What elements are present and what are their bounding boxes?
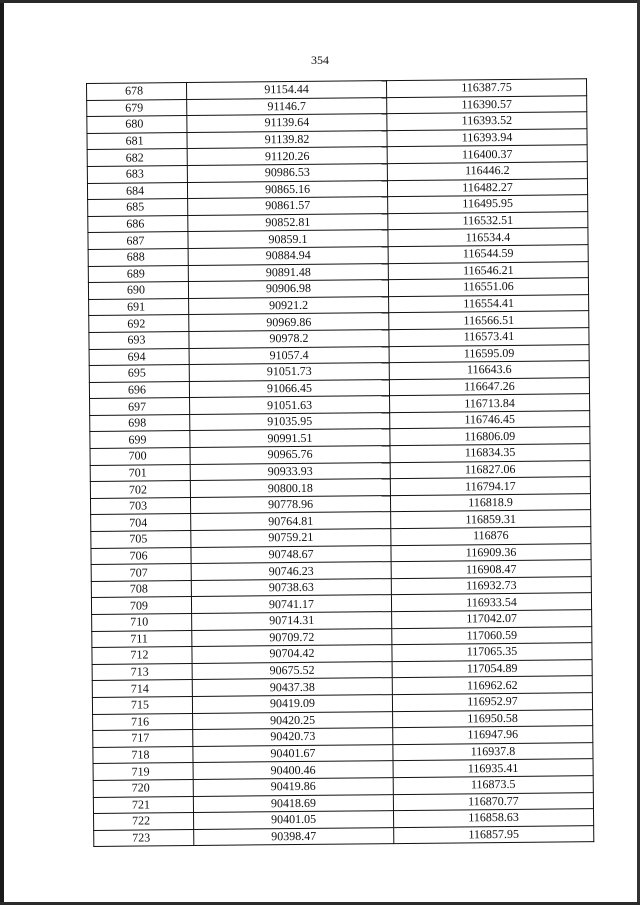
table-body bbox=[87, 79, 594, 847]
row-index-cell: 723 bbox=[94, 829, 194, 847]
row-index-cell: 717 bbox=[93, 730, 193, 748]
coordinate-table-container bbox=[86, 78, 593, 847]
row-index-cell: 682 bbox=[87, 149, 187, 167]
x-value-cell: 90419.86 bbox=[193, 778, 393, 797]
x-value-cell: 90759.21 bbox=[191, 529, 391, 548]
x-value-cell: 90978.2 bbox=[189, 330, 389, 349]
y-value-cell: 116876 bbox=[391, 527, 591, 546]
x-value-cell: 90906.98 bbox=[188, 280, 388, 299]
y-value-cell: 116495.95 bbox=[388, 195, 588, 214]
y-value-cell: 116446.2 bbox=[387, 162, 587, 181]
row-index-cell: 695 bbox=[89, 365, 189, 383]
y-value-cell: 116962.62 bbox=[392, 676, 592, 695]
coordinate-table bbox=[86, 78, 594, 847]
y-value-cell: 116713.84 bbox=[390, 394, 590, 413]
y-value-cell: 116908.47 bbox=[391, 560, 591, 579]
row-index-cell: 692 bbox=[89, 315, 189, 333]
y-value-cell: 117054.89 bbox=[392, 659, 592, 678]
x-value-cell: 90420.25 bbox=[193, 711, 393, 730]
row-index-cell: 700 bbox=[90, 448, 190, 466]
row-index-cell: 720 bbox=[93, 779, 193, 797]
x-value-cell: 90420.73 bbox=[193, 728, 393, 747]
scan-border-top bbox=[0, 0, 640, 3]
x-value-cell: 91051.73 bbox=[189, 363, 389, 382]
row-index-cell: 697 bbox=[90, 398, 190, 416]
row-index-cell: 702 bbox=[90, 481, 190, 499]
row-index-cell: 698 bbox=[90, 414, 190, 432]
y-value-cell: 116859.31 bbox=[391, 510, 591, 529]
x-value-cell: 90933.93 bbox=[190, 462, 390, 481]
y-value-cell: 116746.45 bbox=[390, 411, 590, 430]
x-value-cell: 90419.09 bbox=[192, 695, 392, 714]
x-value-cell: 90741.17 bbox=[191, 595, 391, 614]
row-index-cell: 701 bbox=[90, 464, 190, 482]
y-value-cell: 116858.63 bbox=[393, 809, 593, 828]
y-value-cell: 116573.41 bbox=[389, 328, 589, 347]
x-value-cell: 91139.82 bbox=[187, 130, 387, 149]
y-value-cell: 116393.52 bbox=[387, 112, 587, 131]
row-index-cell: 722 bbox=[94, 813, 194, 831]
row-index-cell: 718 bbox=[93, 746, 193, 764]
y-value-cell: 116532.51 bbox=[388, 211, 588, 230]
x-value-cell: 91120.26 bbox=[187, 147, 387, 166]
y-value-cell: 116400.37 bbox=[387, 145, 587, 164]
row-index-cell: 703 bbox=[90, 497, 190, 515]
y-value-cell: 116870.77 bbox=[393, 792, 593, 811]
x-value-cell: 90764.81 bbox=[191, 512, 391, 531]
x-value-cell: 90400.46 bbox=[193, 761, 393, 780]
x-value-cell: 90401.05 bbox=[194, 811, 394, 830]
row-index-cell: 679 bbox=[87, 99, 187, 117]
table-row bbox=[94, 825, 594, 846]
y-value-cell: 117065.35 bbox=[392, 643, 592, 662]
y-value-cell: 116933.54 bbox=[391, 593, 591, 612]
x-value-cell: 90986.53 bbox=[187, 164, 387, 183]
row-index-cell: 688 bbox=[88, 248, 188, 266]
row-index-cell: 707 bbox=[91, 564, 191, 582]
y-value-cell: 116647.26 bbox=[389, 377, 589, 396]
x-value-cell: 91051.63 bbox=[190, 396, 390, 415]
y-value-cell: 116554.41 bbox=[389, 294, 589, 313]
y-value-cell: 116937.8 bbox=[393, 742, 593, 761]
x-value-cell: 91146.7 bbox=[187, 97, 387, 116]
row-index-cell: 690 bbox=[88, 282, 188, 300]
row-index-cell: 715 bbox=[92, 696, 192, 714]
x-value-cell: 90778.96 bbox=[190, 495, 390, 514]
y-value-cell: 116387.75 bbox=[386, 79, 586, 98]
y-value-cell: 116482.27 bbox=[387, 178, 587, 197]
y-value-cell: 116935.41 bbox=[393, 759, 593, 778]
x-value-cell: 90418.69 bbox=[193, 794, 393, 813]
row-index-cell: 691 bbox=[89, 298, 189, 316]
row-index-cell: 711 bbox=[92, 630, 192, 648]
row-index-cell: 709 bbox=[91, 597, 191, 615]
y-value-cell: 116834.35 bbox=[390, 444, 590, 463]
row-index-cell: 714 bbox=[92, 680, 192, 698]
row-index-cell: 678 bbox=[87, 83, 187, 101]
row-index-cell: 686 bbox=[88, 215, 188, 233]
y-value-cell: 116393.94 bbox=[387, 128, 587, 147]
row-index-cell: 705 bbox=[91, 531, 191, 549]
x-value-cell: 90891.48 bbox=[188, 263, 388, 282]
row-index-cell: 706 bbox=[91, 547, 191, 565]
y-value-cell: 116873.5 bbox=[393, 776, 593, 795]
row-index-cell: 680 bbox=[87, 116, 187, 134]
x-value-cell: 90748.67 bbox=[191, 545, 391, 564]
row-index-cell: 721 bbox=[93, 796, 193, 814]
x-value-cell: 90965.76 bbox=[190, 446, 390, 465]
row-index-cell: 719 bbox=[93, 763, 193, 781]
y-value-cell: 116534.4 bbox=[388, 228, 588, 247]
row-index-cell: 704 bbox=[91, 514, 191, 532]
x-value-cell: 90675.52 bbox=[192, 661, 392, 680]
x-value-cell: 90865.16 bbox=[187, 180, 387, 199]
x-value-cell: 90921.2 bbox=[189, 296, 389, 315]
y-value-cell: 116546.21 bbox=[388, 261, 588, 280]
y-value-cell: 117060.59 bbox=[392, 626, 592, 645]
x-value-cell: 91139.64 bbox=[187, 114, 387, 133]
y-value-cell: 117042.07 bbox=[392, 610, 592, 629]
y-value-cell: 116544.59 bbox=[388, 245, 588, 264]
row-index-cell: 712 bbox=[92, 647, 192, 665]
x-value-cell: 90437.38 bbox=[192, 678, 392, 697]
row-index-cell: 685 bbox=[88, 199, 188, 217]
x-value-cell: 90398.47 bbox=[194, 827, 394, 846]
row-index-cell: 681 bbox=[87, 132, 187, 150]
x-value-cell: 90746.23 bbox=[191, 562, 391, 581]
y-value-cell: 116827.06 bbox=[390, 460, 590, 479]
row-index-cell: 713 bbox=[92, 663, 192, 681]
row-index-cell: 684 bbox=[87, 182, 187, 200]
x-value-cell: 90852.81 bbox=[188, 213, 388, 232]
page-number: 354 bbox=[311, 53, 329, 67]
x-value-cell: 91057.4 bbox=[189, 346, 389, 365]
y-value-cell: 116806.09 bbox=[390, 427, 590, 446]
row-index-cell: 708 bbox=[91, 580, 191, 598]
x-value-cell: 90991.51 bbox=[190, 429, 390, 448]
y-value-cell: 116390.57 bbox=[387, 95, 587, 114]
y-value-cell: 116643.6 bbox=[389, 361, 589, 380]
x-value-cell: 90704.42 bbox=[192, 645, 392, 664]
row-index-cell: 710 bbox=[92, 614, 192, 632]
x-value-cell: 90859.1 bbox=[188, 230, 388, 249]
y-value-cell: 116818.9 bbox=[390, 494, 590, 513]
row-index-cell: 716 bbox=[93, 713, 193, 731]
x-value-cell: 90969.86 bbox=[189, 313, 389, 332]
y-value-cell: 116909.36 bbox=[391, 543, 591, 562]
x-value-cell: 90884.94 bbox=[188, 247, 388, 266]
row-index-cell: 696 bbox=[89, 381, 189, 399]
row-index-cell: 699 bbox=[90, 431, 190, 449]
x-value-cell: 90714.31 bbox=[192, 612, 392, 631]
scan-border-left bbox=[0, 0, 4, 905]
row-index-cell: 683 bbox=[87, 166, 187, 184]
y-value-cell: 116595.09 bbox=[389, 344, 589, 363]
y-value-cell: 116947.96 bbox=[393, 726, 593, 745]
row-index-cell: 693 bbox=[89, 331, 189, 349]
x-value-cell: 90401.67 bbox=[193, 744, 393, 763]
y-value-cell: 116794.17 bbox=[390, 477, 590, 496]
x-value-cell: 91035.95 bbox=[190, 412, 390, 431]
y-value-cell: 116551.06 bbox=[388, 278, 588, 297]
x-value-cell: 90861.57 bbox=[188, 197, 388, 216]
row-index-cell: 687 bbox=[88, 232, 188, 250]
row-index-cell: 689 bbox=[88, 265, 188, 283]
y-value-cell: 116857.95 bbox=[394, 825, 594, 844]
x-value-cell: 90709.72 bbox=[192, 628, 392, 647]
x-value-cell: 91066.45 bbox=[189, 379, 389, 398]
row-index-cell: 694 bbox=[89, 348, 189, 366]
y-value-cell: 116566.51 bbox=[389, 311, 589, 330]
x-value-cell: 91154.44 bbox=[187, 81, 387, 100]
y-value-cell: 116952.97 bbox=[392, 693, 592, 712]
y-value-cell: 116950.58 bbox=[393, 709, 593, 728]
y-value-cell: 116932.73 bbox=[391, 576, 591, 595]
x-value-cell: 90738.63 bbox=[191, 578, 391, 597]
x-value-cell: 90800.18 bbox=[190, 479, 390, 498]
